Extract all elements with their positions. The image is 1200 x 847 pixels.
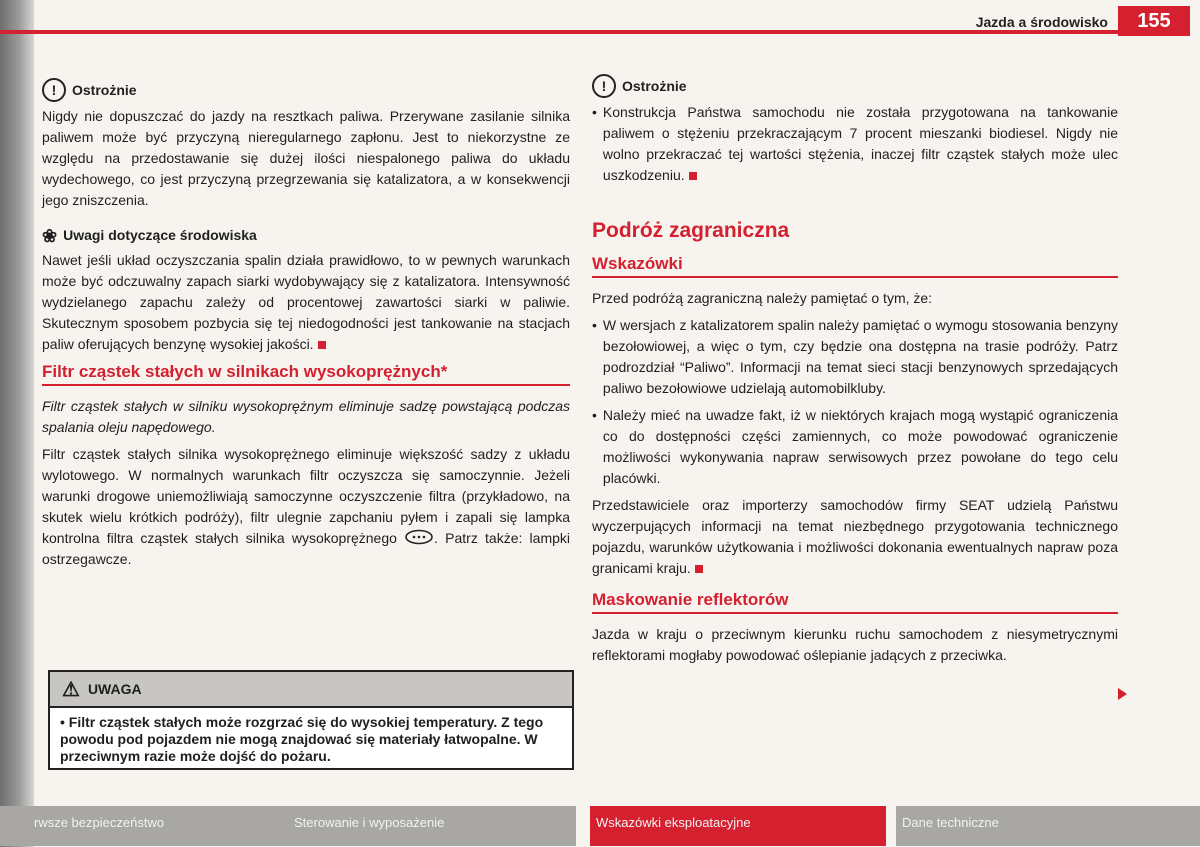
caution-title: Ostrożnie: [72, 81, 137, 98]
footer-tab-controls[interactable]: Sterowanie i wyposażenie: [288, 806, 576, 846]
caution-heading-right: [592, 74, 1118, 98]
caution-icon: !: [42, 78, 66, 102]
particle-filter-lamp-icon: [404, 529, 434, 545]
caution-text: Nigdy nie dopuszczać do jazdy na resztkach paliwa. Przerywane zasilanie silnika paliwem może być przyczyną nieregularnego zapłonu. Jest to niekorzystne ze względu na przedostawanie się dużej ilości niespalonego paliwa do układu wydechowego, co jest przyczyną przegrzewania się katalizatora, a w konsekwencji jego zniszczenia.: [42, 108, 570, 208]
right-column: [592, 74, 1118, 672]
tips-bullet-2: Należy mieć na uwadze fakt, iż w niektórych krajach mogą wystąpić ograniczenia co do dostępności części zamiennych, co może powodować ograniczenie możliwości wykonywania napraw serwisowych przez powołane do tego celu placówki.: [602, 407, 1118, 486]
chapter-title: Jazda a środowisko: [975, 14, 1108, 30]
environment-text-body: Nawet jeśli układ oczyszczania spalin działa prawidłowo, to w pewnych warunkach może być odczuwalny zapach siarki wydobywający się z katalizatora. Intensywność wydzielanego zapachu zależy od procentowej zawartości siarki w paliwie. Skutecznym sposobem pozbycia się tej niedogodności jest tankowanie na stacjach paliw oferujących benzynę wysokiej jakości.: [42, 252, 570, 352]
environment-title: Uwagi dotyczące środowiska: [63, 227, 257, 243]
caution-text-right: Konstrukcja Państwa samochodu nie została przygotowana na tankowanie paliwem o stężeniu przekraczającym 7 procent mieszanki biodiesel. Nigdy nie wolno przekraczać tej wartości stężenia, inaczej filtr cząstek stałych może ulec uszkodzeniu.: [602, 104, 1118, 183]
environment-icon: ❀: [42, 225, 58, 246]
list-item: [592, 405, 1118, 489]
footer-tab-safety[interactable]: rwsze bezpieczeństwo: [0, 806, 306, 846]
particle-filter-body-tail: . Patrz także: lampki ostrzegawcze.: [42, 530, 571, 567]
page-binding-shadow: [0, 0, 34, 847]
tips-closing: [592, 495, 1118, 579]
environment-text: [42, 250, 570, 355]
environment-heading: [42, 225, 570, 246]
particle-filter-body: [42, 444, 570, 570]
warning-heading: [50, 672, 572, 708]
tips-closing-text: Przedstawiciele oraz importerzy samochodów firmy SEAT udzielą Państwu wyczerpujących informacji na temat niezbędnego przygotowania technicznego pojazdu, warunków użytkowania i możliwości dokonania ewentualnych napraw poza granicami kraju.: [592, 497, 1118, 576]
footer-tab-technical-data[interactable]: Dane techniczne: [896, 806, 1200, 846]
caution-title-right: Ostrożnie: [622, 77, 687, 94]
bullet-text: [603, 102, 1118, 186]
headlight-masking-title: Maskowanie reflektorów: [592, 589, 1118, 614]
bullet-dot: •: [592, 104, 597, 120]
tips-section-title: Wskazówki: [592, 253, 1118, 278]
warning-box: [48, 670, 574, 770]
warning-text: • Filtr cząstek stałych może rozgrzać się do wysokiej temperatury. Z tego powodu pod pojazdem nie mogą znajdować się materiały łatwopalne. W przeciwnym razie może dojść do pożaru.: [60, 714, 544, 764]
continue-arrow-icon: [1118, 688, 1127, 700]
end-mark: [695, 565, 703, 573]
list-item: [592, 102, 1118, 186]
warning-triangle-icon: ⚠: [62, 678, 80, 701]
end-mark: [318, 341, 326, 349]
footer-tab-operation[interactable]: Wskazówki eksploatacyjne: [590, 806, 886, 846]
left-column: [42, 78, 570, 576]
headlight-masking-text: Jazda w kraju o przeciwnym kierunku ruchu samochodem z niesymetrycznymi reflektorami mogłaby powodować oślepianie jadących z przeciwka.: [592, 626, 1118, 663]
foreign-travel-title: Podróż zagraniczna: [592, 219, 790, 242]
tips-bullet-1: W wersjach z katalizatorem spalin należy pamiętać o wymogu stosowania benzyny bezołowiowej, a więc o tym, czy będzie ona dostępna na trasie podróży. Patrz podrozdział “Paliwo”. Informacji na temat sieci stacji benzynowych sprzedających paliwo bezołowiowe udzielają automobilkluby.: [602, 317, 1118, 396]
particle-filter-section-title: Filtr cząstek stałych w silnikach wysokoprężnych*: [42, 361, 570, 386]
caution-heading: [42, 78, 570, 102]
bullet-dot: •: [592, 407, 597, 423]
warning-title: UWAGA: [87, 681, 142, 697]
tips-intro: Przed podróżą zagraniczną należy pamiętać o tym, że:: [592, 290, 933, 306]
bullet-dot: •: [592, 317, 597, 333]
list-item: [592, 315, 1118, 399]
particle-filter-body-text: Filtr cząstek stałych silnika wysokoprężnego eliminuje większość sadzy z układu wylotowego. W normalnych warunkach filtr oczyszcza się samoczynnie. Jeżeli warunki drogowe uniemożliwiają samoczynne oczyszczenie filtra (przykładowo, na skutek wielu krótkich podróży), filtr ulegnie zapchaniu pyłem i zapali się lampka kontrolna filtra cząstek stałych silnika wysokoprężnego: [42, 446, 570, 546]
caution-icon: !: [592, 74, 616, 98]
end-mark: [689, 172, 697, 180]
footer-nav: [0, 806, 1200, 847]
particle-filter-intro: Filtr cząstek stałych w silniku wysokoprężnym eliminuje sadzę powstającą podczas spalania oleju napędowego.: [42, 398, 570, 435]
page-number: 155: [1118, 6, 1190, 36]
header-rule: [0, 30, 1120, 34]
